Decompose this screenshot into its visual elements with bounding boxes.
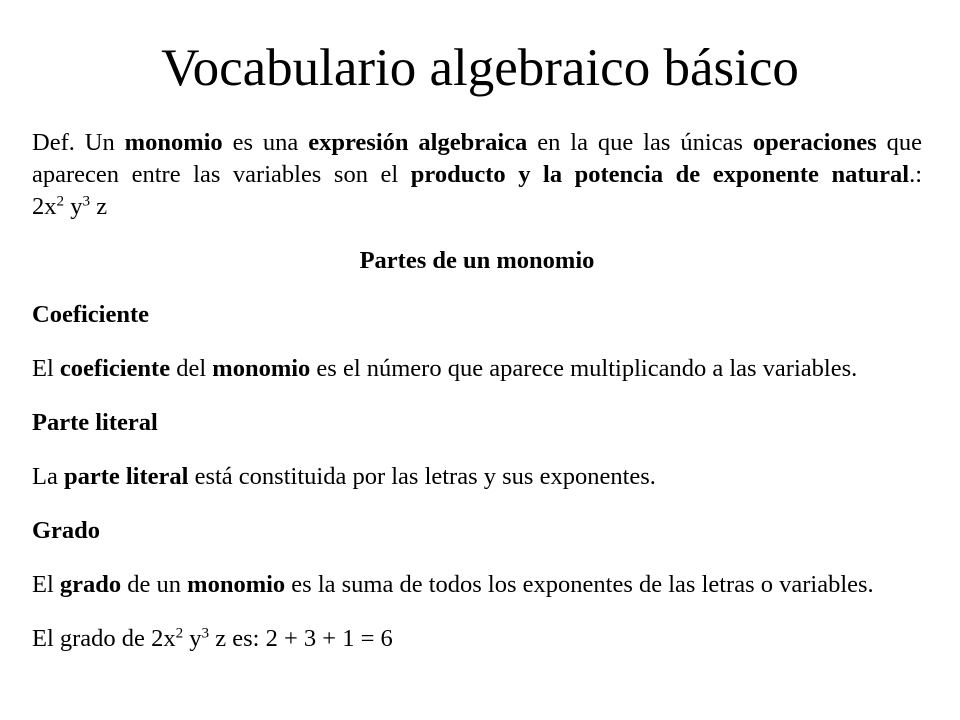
def-term-producto-potencia: producto y la potencia de exponente natural <box>410 161 910 188</box>
example-base-2: y <box>64 193 83 220</box>
grado-text-1: El <box>32 571 60 598</box>
literal-term: parte literal <box>63 463 189 490</box>
parts-heading: Partes de un monomio <box>359 247 595 274</box>
grado-text-3: es la suma de todos los exponentes de las letras o variables. <box>285 571 874 598</box>
def-text-5: .: <box>909 161 922 188</box>
parte-literal-text <box>32 461 922 493</box>
grado-term-grado: grado <box>59 571 122 598</box>
literal-text-2: está constituida por las letras y sus exponentes. <box>188 463 656 490</box>
example-exp-2: 3 <box>82 192 91 210</box>
coeficiente-heading: Coeficiente <box>32 301 149 328</box>
grado-heading: Grado <box>32 517 101 544</box>
grado-example-exp-2: 3 <box>201 624 210 642</box>
parte-literal-heading: Parte literal <box>32 409 158 436</box>
grado-term-monomio: monomio <box>187 571 286 598</box>
literal-text-1: La <box>32 463 64 490</box>
example-base-1: 2x <box>32 193 57 220</box>
coef-term-coeficiente: coeficiente <box>59 355 171 382</box>
grado-example-exp-1: 2 <box>175 624 184 642</box>
coeficiente-text <box>32 353 922 385</box>
grado-text-2: de un <box>121 571 188 598</box>
monomio-definition <box>32 127 922 223</box>
example-exp-1: 2 <box>56 192 65 210</box>
def-term-monomio: monomio <box>124 129 223 156</box>
def-text-2: es una <box>222 129 309 156</box>
grado-example <box>32 623 922 655</box>
example-tail: z <box>90 193 108 220</box>
def-text-1: Def. Un <box>32 129 125 156</box>
def-term-expresion: expresión algebraica <box>308 129 528 156</box>
def-term-operaciones: operaciones <box>752 129 877 156</box>
grado-example-tail: z es: 2 + 3 + 1 = 6 <box>209 625 393 652</box>
def-text-3: en la que las únicas <box>527 129 753 156</box>
grado-example-prefix: El grado de <box>32 625 152 652</box>
monomio-example <box>32 193 107 220</box>
grado-example-expression <box>151 625 393 652</box>
coef-text-3: es el número que aparece multiplicando a las variables. <box>310 355 858 382</box>
coef-text-1: El <box>32 355 60 382</box>
slide-body <box>32 127 922 655</box>
coef-text-2: del <box>170 355 213 382</box>
def-text-4: que aparecen entre las variables son el <box>32 129 922 188</box>
grado-example-base-2: y <box>183 625 202 652</box>
grado-text <box>32 569 922 601</box>
grado-example-base-1: 2x <box>151 625 176 652</box>
slide-title: Vocabulario algebraico básico <box>161 39 799 97</box>
coef-term-monomio: monomio <box>212 355 311 382</box>
